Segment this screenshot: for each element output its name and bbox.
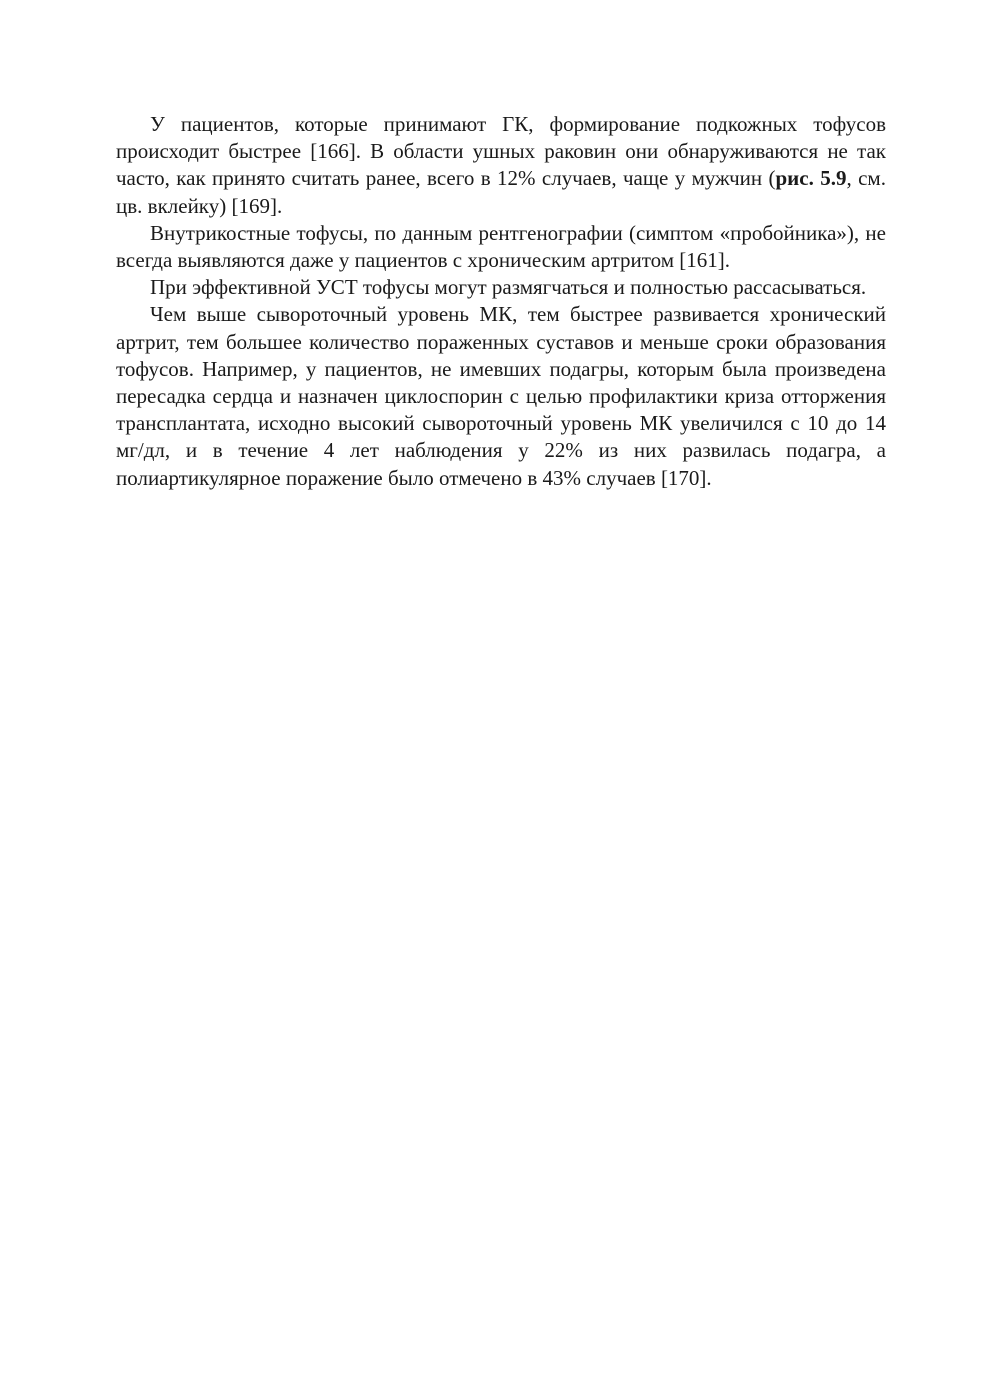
paragraph-text: , см. цв. вклейку) [169]. [116,166,886,218]
figure-reference: рис. 5.9 [775,166,847,191]
body-text [116,111,886,492]
paragraph-uric-acid-level: Чем выше сывороточный уровень МК, тем быстрее развивается хронический артрит, тем большее количество пораженных суставов и меньше сроки образования тофусов. Например, у пациентов, не имевших подагры, которым была произведена пересадка сердца и назначен циклоспорин с целью профилактики криза отторжения трансплантата, исходно высокий сывороточный уровень МК увеличился с 10 до 14 мг/дл, и в течение 4 лет наблюдения у 22% из них развилась подагра, а полиартикулярное поражение было отмечено в 43% случаев [170]. [116,302,886,490]
paragraph-intraosseous-tophi: Внутрикостные тофусы, по данным рентгенографии (симптом «пробойника»), не всегда выявляются даже у пациентов с хроническим артритом [161]. [116,220,886,273]
paragraph-ult-resorption: При эффективной УСТ тофусы могут размягчаться и полностью рассасываться. [150,275,867,300]
paragraph-text: У пациентов, которые принимают ГК, формирование подкожных тофусов происходит быстрее [166]. В области ушных раковин они обнаруживаются не так часто, как принято считать ранее, всего в 12% случаев, чаще у мужчин ( [116,112,886,191]
paragraph-tophi-glucocorticoids [116,111,886,220]
